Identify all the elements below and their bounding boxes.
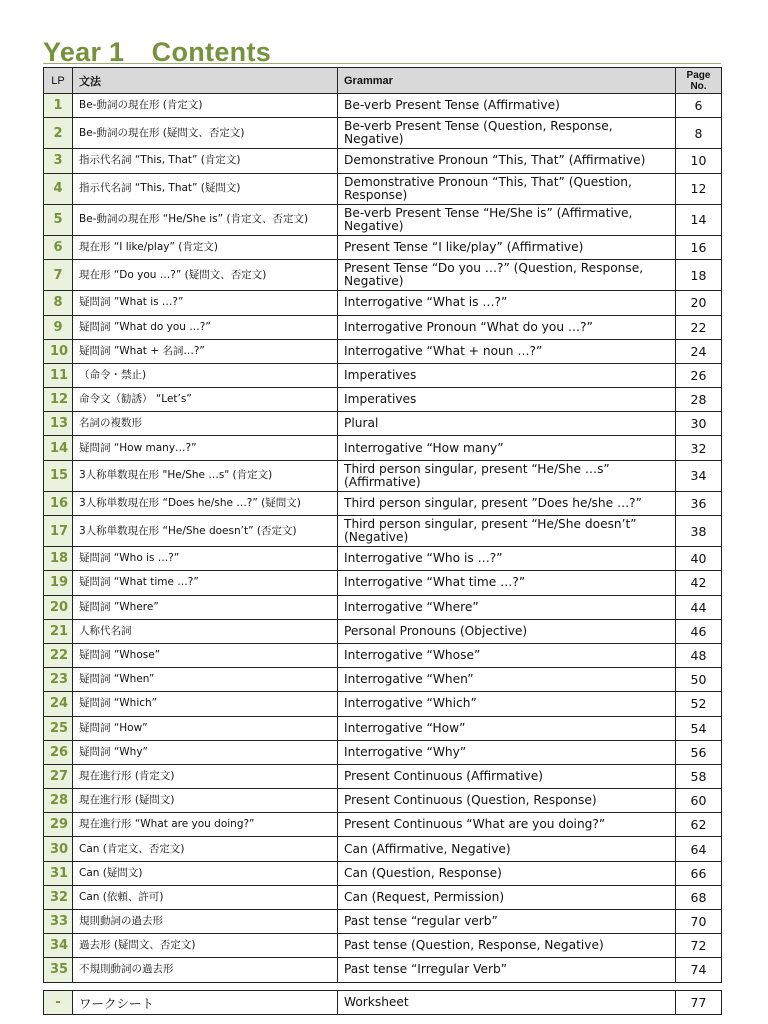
table-row (44, 934, 722, 958)
row-page: 18 (676, 260, 722, 291)
row-bunpo: 現在進行形 (疑問文) (73, 789, 338, 813)
table-row (44, 789, 722, 813)
row-grammar: Be-verb Present Tense (Question, Response, Negative) (338, 118, 676, 149)
row-lp: 28 (44, 789, 73, 813)
row-page: 16 (676, 235, 722, 259)
table-row (44, 668, 722, 692)
table-row (44, 516, 722, 547)
row-bunpo: 命令文（勧誘） “Let’s” (73, 388, 338, 412)
header-lp: LP (44, 68, 73, 94)
row-lp: 7 (44, 260, 73, 291)
row-page: 26 (676, 363, 722, 387)
row-lp: 32 (44, 885, 73, 909)
row-grammar: Imperatives (338, 363, 676, 387)
row-bunpo: 疑問詞 ”What do you …?” (73, 315, 338, 339)
table-row (44, 619, 722, 643)
row-lp: 13 (44, 412, 73, 436)
row-page: 20 (676, 291, 722, 315)
row-grammar: Past tense (Question, Response, Negative) (338, 934, 676, 958)
row-bunpo: 疑問詞 ”Where” (73, 595, 338, 619)
row-grammar: Present Continuous (Question, Response) (338, 789, 676, 813)
row-lp: 9 (44, 315, 73, 339)
row-lp: 20 (44, 595, 73, 619)
worksheet-page: 77 (676, 991, 722, 1015)
row-grammar: Interrogative “Why” (338, 740, 676, 764)
row-grammar: Interrogative “How many” (338, 436, 676, 460)
row-lp: 29 (44, 813, 73, 837)
row-bunpo: 規則動詞の過去形 (73, 910, 338, 934)
contents-table (43, 67, 722, 983)
row-bunpo: 3人称単数現在形 “He/She doesn’t” (否定文) (73, 516, 338, 547)
row-lp: 11 (44, 363, 73, 387)
worksheet-table (43, 990, 722, 1015)
table-row (44, 94, 722, 118)
table-row (44, 837, 722, 861)
row-lp: 5 (44, 204, 73, 235)
row-grammar: Present Tense “I like/play” (Affirmative) (338, 235, 676, 259)
row-grammar: Third person singular, present “He/She …s” (Affirmative) (338, 460, 676, 491)
row-bunpo: Can (肯定文、否定文) (73, 837, 338, 861)
row-page: 8 (676, 118, 722, 149)
row-grammar: Interrogative “What is …?” (338, 291, 676, 315)
row-bunpo: 名詞の複数形 (73, 412, 338, 436)
row-lp: 33 (44, 910, 73, 934)
row-lp: 15 (44, 460, 73, 491)
page-title: Year 1 Contents (43, 37, 272, 67)
row-bunpo: Be-動詞の現在形 “He/She is” (肯定文、否定文) (73, 204, 338, 235)
row-lp: 21 (44, 619, 73, 643)
table-row (44, 118, 722, 149)
row-lp: 3 (44, 149, 73, 173)
row-lp: 12 (44, 388, 73, 412)
row-lp: 18 (44, 547, 73, 571)
table-row (44, 958, 722, 982)
header-grammar: Grammar (338, 68, 676, 94)
header-page-no (676, 68, 722, 94)
row-page: 24 (676, 339, 722, 363)
row-page: 72 (676, 934, 722, 958)
table-row (44, 339, 722, 363)
row-page: 46 (676, 619, 722, 643)
table-row (44, 595, 722, 619)
table-row (44, 173, 722, 204)
row-bunpo: 疑問詞 ”What + 名詞…?” (73, 339, 338, 363)
table-row (44, 460, 722, 491)
row-page: 22 (676, 315, 722, 339)
row-page: 32 (676, 436, 722, 460)
table-row (44, 204, 722, 235)
row-page: 42 (676, 571, 722, 595)
row-lp: 14 (44, 436, 73, 460)
row-grammar: Interrogative “Who is …?” (338, 547, 676, 571)
row-bunpo: Be-動詞の現在形 (肯定文) (73, 94, 338, 118)
row-grammar: Can (Question, Response) (338, 861, 676, 885)
row-grammar: Be-verb Present Tense “He/She is” (Affirmative, Negative) (338, 204, 676, 235)
row-grammar: Present Continuous (Affirmative) (338, 764, 676, 788)
row-page: 36 (676, 491, 722, 515)
row-grammar: Imperatives (338, 388, 676, 412)
row-bunpo: 疑問詞 “Who is …?” (73, 547, 338, 571)
row-grammar: Third person singular, present ”Does he/she …?” (338, 491, 676, 515)
row-lp: 4 (44, 173, 73, 204)
row-page: 48 (676, 643, 722, 667)
worksheet-en: Worksheet (338, 991, 676, 1015)
row-lp: 16 (44, 491, 73, 515)
row-lp: 31 (44, 861, 73, 885)
table-row (44, 260, 722, 291)
row-grammar: Present Continuous “What are you doing?” (338, 813, 676, 837)
row-lp: 30 (44, 837, 73, 861)
row-grammar: Demonstrative Pronoun “This, That” (Affirmative) (338, 149, 676, 173)
row-bunpo: 現在形 “I like/play” (肯定文) (73, 235, 338, 259)
row-page: 12 (676, 173, 722, 204)
table-row (44, 861, 722, 885)
table-row (44, 412, 722, 436)
row-bunpo: 疑問詞 “How many…?” (73, 436, 338, 460)
row-bunpo: Can (依頼、許可) (73, 885, 338, 909)
table-row (44, 740, 722, 764)
row-lp: 1 (44, 94, 73, 118)
row-page: 10 (676, 149, 722, 173)
table-row (44, 571, 722, 595)
row-page: 60 (676, 789, 722, 813)
row-bunpo: 疑問詞 “Which” (73, 692, 338, 716)
table-row (44, 235, 722, 259)
row-lp: 25 (44, 716, 73, 740)
row-bunpo: 3人称単数現在形 "He/She …s" (肯定文) (73, 460, 338, 491)
row-bunpo: 現在形 “Do you …?” (疑問文、否定文) (73, 260, 338, 291)
worksheet-ja: ワークシート (73, 991, 338, 1015)
table-row (44, 716, 722, 740)
row-lp: 26 (44, 740, 73, 764)
row-grammar: Demonstrative Pronoun “This, That” (Question, Response) (338, 173, 676, 204)
row-lp: 17 (44, 516, 73, 547)
row-lp: 23 (44, 668, 73, 692)
row-lp: 10 (44, 339, 73, 363)
row-grammar: Plural (338, 412, 676, 436)
row-page: 52 (676, 692, 722, 716)
row-bunpo: 指示代名詞 “This, That” (疑問文) (73, 173, 338, 204)
row-bunpo: 人称代名詞 (73, 619, 338, 643)
row-lp: 27 (44, 764, 73, 788)
row-bunpo: 現在進行形 (肯定文) (73, 764, 338, 788)
row-grammar: Interrogative “When” (338, 668, 676, 692)
row-bunpo: Be-動詞の現在形 (疑問文、否定文) (73, 118, 338, 149)
row-page: 56 (676, 740, 722, 764)
row-bunpo: 過去形 (疑問文、否定文) (73, 934, 338, 958)
table-row (44, 643, 722, 667)
row-grammar: Past tense “regular verb” (338, 910, 676, 934)
row-page: 34 (676, 460, 722, 491)
table-row (44, 315, 722, 339)
table-row (44, 692, 722, 716)
row-page: 50 (676, 668, 722, 692)
table-row (44, 491, 722, 515)
row-grammar: Interrogative Pronoun “What do you …?” (338, 315, 676, 339)
table-row (44, 910, 722, 934)
row-grammar: Present Tense “Do you …?” (Question, Response, Negative) (338, 260, 676, 291)
row-lp: 34 (44, 934, 73, 958)
worksheet-lp: - (44, 991, 73, 1015)
row-page: 68 (676, 885, 722, 909)
row-page: 54 (676, 716, 722, 740)
row-bunpo: 疑問詞 ”What is …?” (73, 291, 338, 315)
table-row (44, 291, 722, 315)
row-grammar: Interrogative “Whose” (338, 643, 676, 667)
row-bunpo: 疑問詞 “Why” (73, 740, 338, 764)
header-page-line1: Page (686, 69, 711, 81)
header-page-line2: No. (690, 80, 707, 92)
row-lp: 22 (44, 643, 73, 667)
table-row (44, 149, 722, 173)
row-page: 14 (676, 204, 722, 235)
row-page: 64 (676, 837, 722, 861)
row-bunpo: 疑問詞 “How” (73, 716, 338, 740)
row-grammar: Interrogative “What + noun …?” (338, 339, 676, 363)
row-bunpo: Can (疑問文) (73, 861, 338, 885)
row-bunpo: 3人称単数現在形 “Does he/she …?” (疑問文) (73, 491, 338, 515)
worksheet-row (44, 991, 722, 1015)
row-bunpo: 疑問詞 “When” (73, 668, 338, 692)
row-lp: 35 (44, 958, 73, 982)
row-page: 58 (676, 764, 722, 788)
row-lp: 24 (44, 692, 73, 716)
table-row (44, 764, 722, 788)
row-lp: 8 (44, 291, 73, 315)
row-grammar: Past tense “Irregular Verb” (338, 958, 676, 982)
row-grammar: Be-verb Present Tense (Affirmative) (338, 94, 676, 118)
row-page: 66 (676, 861, 722, 885)
row-bunpo: 疑問詞 ”Whose” (73, 643, 338, 667)
row-page: 28 (676, 388, 722, 412)
row-bunpo: 疑問詞 “What time …?” (73, 571, 338, 595)
row-page: 44 (676, 595, 722, 619)
row-grammar: Interrogative “What time …?” (338, 571, 676, 595)
row-bunpo: 不規則動詞の過去形 (73, 958, 338, 982)
row-lp: 19 (44, 571, 73, 595)
row-page: 30 (676, 412, 722, 436)
row-bunpo: 指示代名詞 “This, That” (肯定文) (73, 149, 338, 173)
row-lp: 2 (44, 118, 73, 149)
row-grammar: Can (Request, Permission) (338, 885, 676, 909)
row-bunpo: （命令・禁止) (73, 363, 338, 387)
row-lp: 6 (44, 235, 73, 259)
row-page: 6 (676, 94, 722, 118)
table-row (44, 436, 722, 460)
row-grammar: Personal Pronouns (Objective) (338, 619, 676, 643)
title-underline (43, 63, 721, 64)
table-row (44, 363, 722, 387)
header-bunpo: 文法 (73, 68, 338, 94)
row-grammar: Interrogative “Where” (338, 595, 676, 619)
row-page: 70 (676, 910, 722, 934)
row-page: 74 (676, 958, 722, 982)
table-row (44, 813, 722, 837)
row-page: 62 (676, 813, 722, 837)
row-bunpo: 現在進行形 “What are you doing?” (73, 813, 338, 837)
table-row (44, 885, 722, 909)
row-page: 38 (676, 516, 722, 547)
row-page: 40 (676, 547, 722, 571)
row-grammar: Can (Affirmative, Negative) (338, 837, 676, 861)
row-grammar: Third person singular, present “He/She doesn’t” (Negative) (338, 516, 676, 547)
row-grammar: Interrogative “Which” (338, 692, 676, 716)
table-row (44, 547, 722, 571)
row-grammar: Interrogative “How” (338, 716, 676, 740)
table-row (44, 388, 722, 412)
